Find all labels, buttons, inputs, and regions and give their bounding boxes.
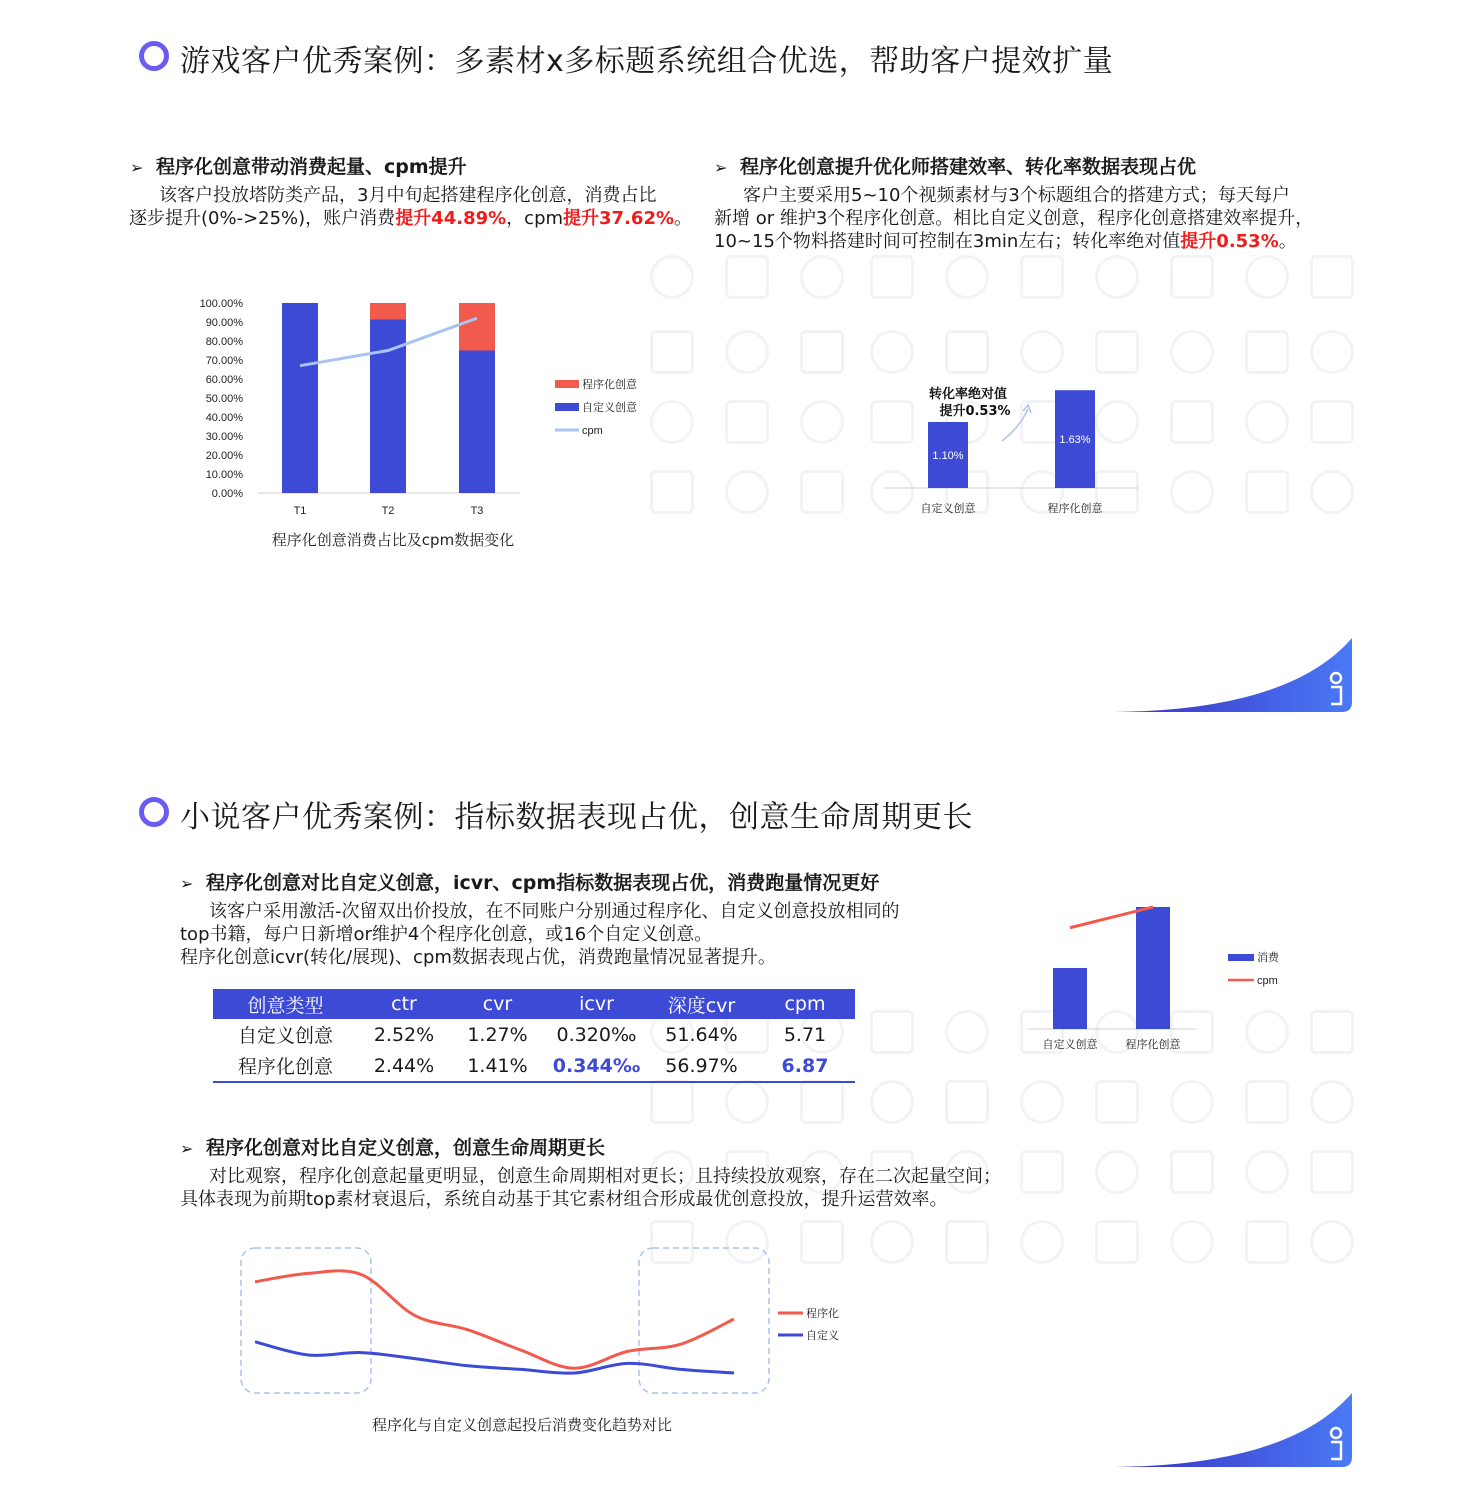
background-shape — [1310, 400, 1354, 444]
section1-right-line1: 客户主要采用5~10个视频素材与3个标题组合的搭建方式；每天每户 — [743, 185, 1290, 206]
y-tick-label: 50.00% — [205, 393, 243, 405]
bar-custom — [459, 351, 495, 494]
table-cell: 1.27% — [467, 1023, 528, 1046]
annotation-text: 转化率绝对值 — [928, 387, 1008, 402]
highlight-conversion: 提升0.53% — [1180, 231, 1279, 252]
table-header: cpm — [755, 989, 855, 1019]
background-shape — [1310, 1220, 1354, 1264]
background-shape — [650, 1080, 694, 1124]
table-header: 深度cvr — [648, 989, 755, 1019]
legend-label: 程序化 — [806, 1307, 839, 1320]
corner-logo-decoration — [1110, 1385, 1360, 1475]
legend-label: 消费 — [1257, 951, 1279, 964]
legend-label: cpm — [582, 425, 603, 437]
highlight-cpm: 提升37.62% — [563, 208, 675, 229]
y-tick-label: 40.00% — [205, 412, 243, 424]
y-tick-label: 30.00% — [205, 431, 243, 443]
ring-icon — [139, 797, 169, 827]
heading-text: 程序化创意对比自定义创意，icvr、cpm指标数据表现占优，消费跑量情况更好 — [206, 872, 880, 894]
corner-logo-decoration — [1110, 630, 1360, 720]
background-shape — [1310, 470, 1354, 514]
background-shape — [945, 330, 989, 374]
legend-swatch — [1228, 954, 1254, 961]
section2-title: 小说客户优秀案例：指标数据表现占优，创意生命周期更长 — [180, 800, 973, 835]
background-shape — [1020, 330, 1064, 374]
consumption-bar-chart — [1020, 895, 1320, 1065]
bar-consumption — [1053, 968, 1087, 1029]
background-shape — [1245, 255, 1289, 299]
text: 。 — [674, 208, 693, 229]
background-shape — [1245, 330, 1289, 374]
legend-swatch — [555, 403, 579, 411]
table-header: cvr — [450, 989, 545, 1019]
table-row — [213, 1019, 855, 1050]
background-shape — [1310, 1080, 1354, 1124]
background-shape — [1245, 1220, 1289, 1264]
background-shape — [945, 1220, 989, 1264]
table-cell: 程序化创意 — [213, 1050, 358, 1082]
background-shape — [1095, 1150, 1139, 1194]
background-shape — [1170, 1220, 1214, 1264]
ring-icon — [139, 41, 169, 71]
background-shape — [1170, 1150, 1214, 1194]
table-header: ctr — [358, 989, 450, 1019]
data-label: 1.10% — [932, 450, 964, 462]
y-tick-label: 80.00% — [205, 336, 243, 348]
heading-text: 程序化创意对比自定义创意，创意生命周期更长 — [206, 1137, 606, 1159]
legend-label: 自定义 — [806, 1329, 839, 1342]
heading-text: 程序化创意提升优化师搭建效率、转化率数据表现占优 — [740, 156, 1197, 178]
text: 逐步提升(0%->25%)，账户消费 — [129, 208, 396, 229]
background-shape — [1020, 255, 1064, 299]
background-shape — [1020, 1080, 1064, 1124]
y-tick-label: 10.00% — [205, 469, 243, 481]
background-shape — [1245, 470, 1289, 514]
background-shape — [1310, 1150, 1354, 1194]
y-tick-label: 60.00% — [205, 374, 243, 386]
table-cell: 2.52% — [373, 1023, 435, 1046]
table-cell-highlight: 0.344‰ — [545, 1050, 648, 1082]
bar-programmatic — [459, 303, 495, 351]
section1-left-heading — [130, 152, 467, 179]
background-shape — [725, 255, 769, 299]
conversion-bar-chart — [870, 375, 1160, 525]
background-shape — [725, 400, 769, 444]
legend-swatch — [555, 380, 579, 388]
section1-right-heading — [714, 152, 1196, 179]
background-shape — [1245, 1080, 1289, 1124]
table-cell: 56.97% — [648, 1050, 755, 1082]
background-shape — [1170, 1080, 1214, 1124]
table-header-row — [213, 989, 855, 1019]
background-shape — [1310, 330, 1354, 374]
background-shape — [1095, 255, 1139, 299]
stacked-bar-chart — [180, 290, 680, 560]
section1-right-line3 — [714, 230, 1297, 253]
heading-text: 程序化创意带动消费起量、cpm提升 — [156, 156, 467, 178]
data-label: 1.63% — [1059, 434, 1091, 447]
bar-custom — [282, 303, 318, 493]
x-tick-label: T1 — [293, 505, 307, 517]
background-shape — [945, 1080, 989, 1124]
table-cell: 51.64% — [665, 1023, 738, 1046]
x-tick-label: T2 — [381, 505, 395, 517]
section2-block2-line2: 具体表现为前期top素材衰退后，系统自动基于其它素材组合形成最优创意投放，提升运营效率。 — [180, 1189, 948, 1210]
y-tick-label: 70.00% — [205, 355, 243, 367]
table-cell: 1.41% — [450, 1050, 545, 1082]
background-shape — [1245, 400, 1289, 444]
legend-label: 程序化创意 — [582, 379, 637, 391]
background-shape — [1170, 400, 1214, 444]
x-tick-label: 程序化创意 — [1125, 1038, 1181, 1051]
section1-left-line2 — [129, 207, 692, 230]
background-shape — [870, 330, 914, 374]
legend-label: 自定义创意 — [582, 402, 637, 414]
x-tick-label: 自定义创意 — [1042, 1038, 1098, 1051]
background-shape — [725, 470, 769, 514]
trend-line-chart — [230, 1240, 870, 1440]
background-shape — [725, 1080, 769, 1124]
background-shape — [1170, 470, 1214, 514]
background-shape — [1095, 1220, 1139, 1264]
metrics-table — [213, 989, 855, 1083]
background-shape — [1020, 1220, 1064, 1264]
background-shape — [800, 330, 844, 374]
x-tick-label: T3 — [470, 505, 484, 517]
background-shape — [1020, 1150, 1064, 1194]
table-header: 创意类型 — [213, 989, 358, 1019]
table-cell: 0.320‰ — [556, 1023, 637, 1046]
section2-block2-heading — [180, 1133, 605, 1160]
x-tick-label: 程序化创意 — [1047, 502, 1103, 515]
background-shape — [945, 255, 989, 299]
background-shape — [1095, 1080, 1139, 1124]
highlight-consumption: 提升44.89% — [395, 208, 507, 229]
arrow-icon: ➢ — [180, 874, 194, 893]
background-shape — [870, 1080, 914, 1124]
background-shape — [945, 1010, 989, 1054]
bar-consumption — [1136, 907, 1170, 1029]
section1-left-line1: 该客户投放塔防类产品，3月中旬起搭建程序化创意，消费占比 — [159, 185, 657, 206]
text: ，cpm — [506, 208, 564, 229]
table-cell: 5.71 — [783, 1023, 827, 1046]
table-cell: 自定义创意 — [237, 1025, 333, 1047]
text: 10~15个物料搭建时间可控制在3min左右；转化率绝对值 — [714, 231, 1181, 252]
y-tick-label: 90.00% — [205, 317, 243, 329]
background-shape — [870, 255, 914, 299]
section1-right-line2: 新增 or 维护3个程序化创意。相比自定义创意，程序化创意搭建效率提升， — [714, 208, 1314, 229]
background-shape — [1095, 330, 1139, 374]
text: 。 — [1278, 231, 1297, 252]
arrow-icon: ➢ — [130, 158, 144, 177]
section2-block2-line1: 对比观察，程序化创意起量更明显，创意生命周期相对更长；且持续投放观察，存在二次起量空间； — [209, 1166, 1001, 1187]
y-tick-label: 0.00% — [211, 488, 243, 500]
background-shape — [800, 255, 844, 299]
table-header: icvr — [545, 989, 648, 1019]
bar-programmatic — [370, 303, 406, 319]
x-tick-label: 自定义创意 — [920, 502, 976, 515]
background-shape — [870, 1220, 914, 1264]
background-shape — [800, 470, 844, 514]
background-shape — [1310, 255, 1354, 299]
section2-block1-line1: 该客户采用激活-次留双出价投放，在不同账户分别通过程序化、自定义创意投放相同的 — [209, 901, 900, 922]
section2-block1-line3: 程序化创意icvr(转化/展现)、cpm数据表现占优，消费跑量情况显著提升。 — [180, 947, 776, 968]
arrow-icon: ➢ — [180, 1139, 194, 1158]
y-tick-label: 20.00% — [205, 450, 243, 462]
background-shape — [1170, 255, 1214, 299]
background-shape — [1245, 1150, 1289, 1194]
table-row — [213, 1050, 855, 1082]
legend-label: cpm — [1257, 975, 1278, 987]
highlight-box — [241, 1248, 371, 1393]
chart-title: 程序化创意消费占比及cpm数据变化 — [271, 531, 515, 549]
section1-title: 游戏客户优秀案例：多素材x多标题系统组合优选，帮助客户提效扩量 — [180, 44, 1114, 79]
background-shape — [870, 1010, 914, 1054]
background-shape — [800, 1080, 844, 1124]
section2-block1-line2: top书籍，每户日新增or维护4个程序化创意，或16个自定义创意。 — [180, 924, 713, 945]
background-shape — [800, 400, 844, 444]
annotation-text: 提升0.53% — [939, 404, 1011, 419]
arrow-icon: ➢ — [714, 158, 728, 177]
table-cell-highlight: 6.87 — [755, 1050, 855, 1082]
table-cell: 2.44% — [358, 1050, 450, 1082]
chart-title: 程序化与自定义创意起投后消费变化趋势对比 — [371, 1416, 673, 1434]
background-shape — [725, 330, 769, 374]
y-tick-label: 100.00% — [199, 298, 243, 310]
section2-block1-heading — [180, 868, 879, 895]
background-shape — [1170, 330, 1214, 374]
